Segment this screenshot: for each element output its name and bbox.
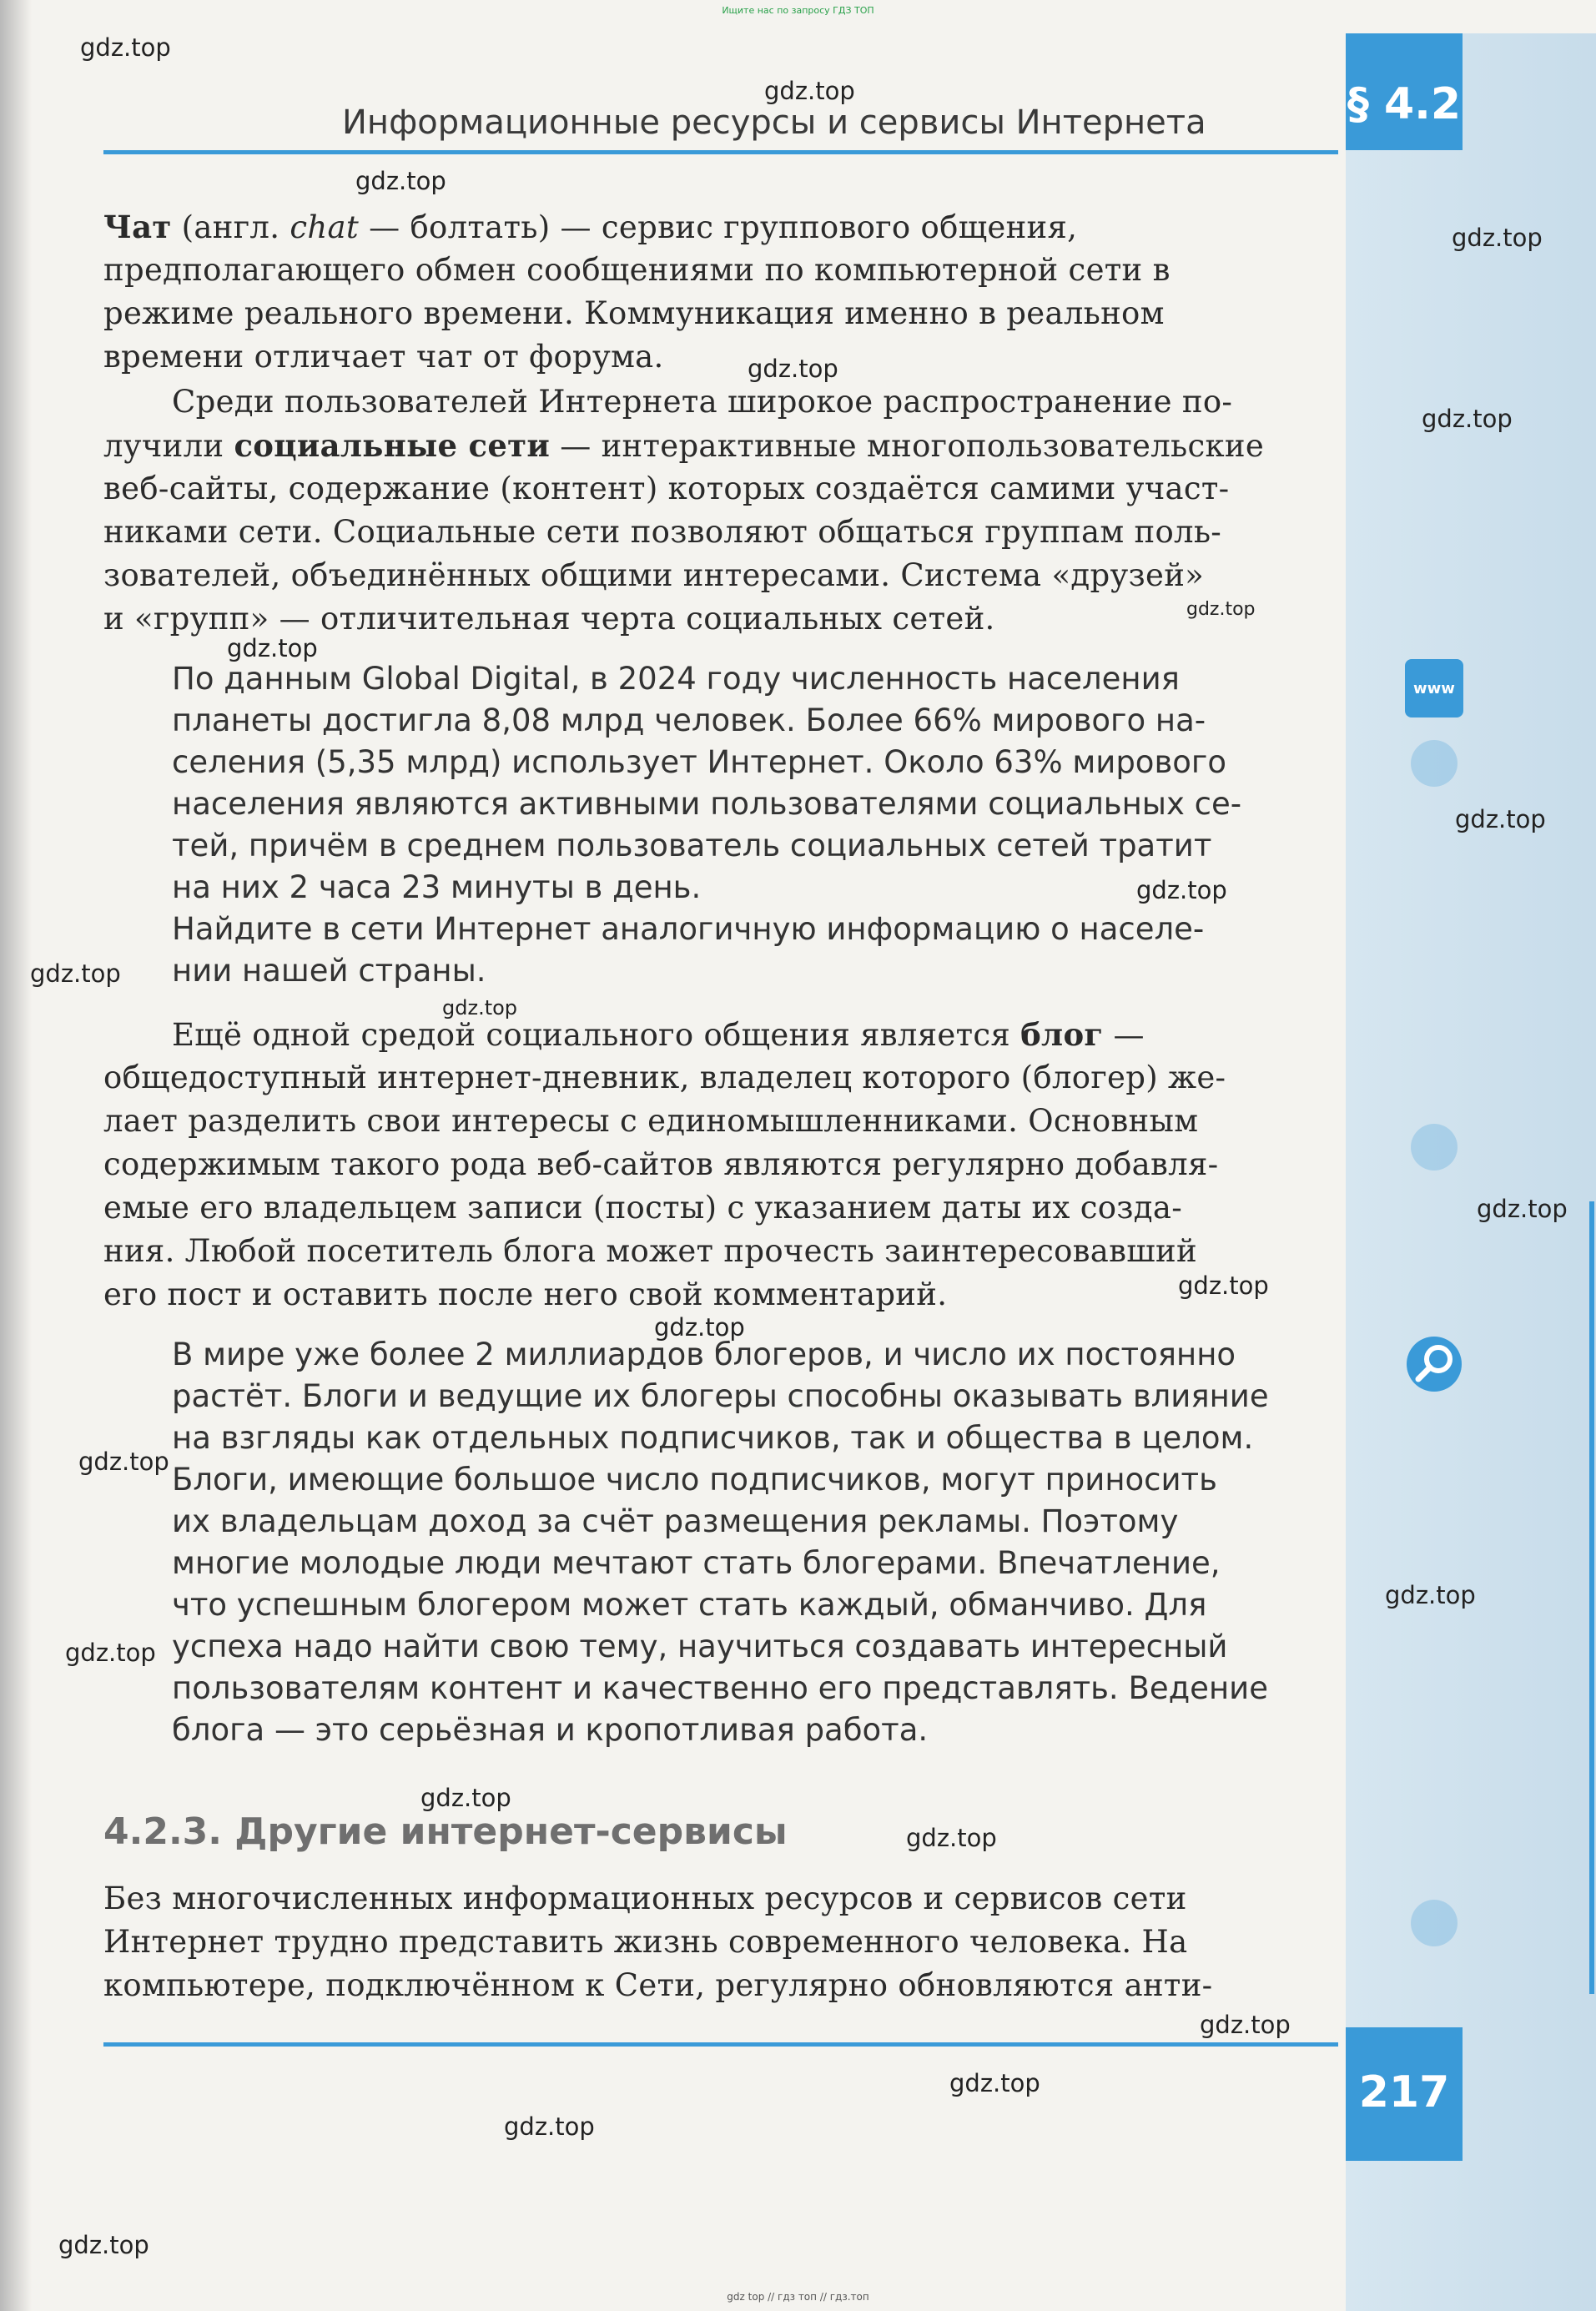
bloggers-line-5: их владельцам доход за счёт размещения рекламы. Поэтому	[172, 1503, 1179, 1539]
chat-line-4: времени отличает чат от форума.	[103, 339, 664, 375]
watermark: gdz.top	[654, 1313, 745, 1342]
chat-line-2: предполагающего обмен сообщениями по компьютерной сети в	[103, 252, 1171, 288]
blog-line-4: содержимым такого рода веб-сайтов являются регулярно добавля-	[103, 1146, 1219, 1182]
bloggers-line-7: что успешным блогером может стать каждый, обманчиво. Для	[172, 1587, 1207, 1623]
stats-line-2: планеты достигла 8,08 млрд человек. Более 66% мирового на-	[172, 702, 1206, 738]
bottom-note: gdz top // гдз топ // гдз.топ	[727, 2291, 869, 2303]
watermark: gdz.top	[65, 1639, 156, 1667]
stats-line-8: нии нашей страны.	[172, 953, 486, 989]
watermark: gdz.top	[1422, 405, 1513, 433]
watermark: gdz.top	[78, 1448, 169, 1476]
blog-line-2: общедоступный интернет-дневник, владелец которого (блогер) же-	[103, 1060, 1226, 1095]
other-line-3: компьютере, подключённом к Сети, регулярно обновляются анти-	[103, 1967, 1213, 2003]
watermark: gdz.top	[949, 2069, 1040, 2097]
magnifier-icon	[1405, 1335, 1463, 1393]
page-binding-shadow	[0, 0, 32, 2311]
bloggers-line-1: В мире уже более 2 миллиардов блогеров, и число их постоянно	[172, 1337, 1236, 1372]
social-line-4: никами сети. Социальные сети позволяют общаться группам поль-	[103, 514, 1222, 550]
globe-icon	[1405, 1118, 1463, 1176]
blog-line-7: его пост и оставить после него свой комментарий.	[103, 1276, 948, 1312]
social-line-5: зователей, объединённых общими интересами. Система «друзей»	[103, 557, 1205, 593]
www-icon: www	[1405, 659, 1463, 717]
footer-rule	[103, 2042, 1338, 2047]
edge-marker	[1589, 1201, 1594, 1994]
blog-line-6: ния. Любой посетитель блога может прочесть заинтересовавший	[103, 1233, 1197, 1269]
watermark: gdz.top	[1385, 1581, 1476, 1609]
stats-line-4: населения являются активными пользователями социальных се-	[172, 786, 1242, 822]
stats-line-3: селения (5,35 млрд) использует Интернет. Около 63% мирового	[172, 744, 1226, 780]
stats-line-7: Найдите в сети Интернет аналогичную информацию о населе-	[172, 911, 1205, 947]
bloggers-line-2: растёт. Блоги и ведущие их блогеры способны оказывать влияние	[172, 1378, 1269, 1414]
watermark: gdz.top	[80, 33, 171, 62]
blog-line-1: Ещё одной средой социального общения является блог —	[172, 1016, 1145, 1053]
watermark: gdz.top	[1477, 1195, 1568, 1223]
blog-line-3: лает разделить свои интересы с единомышленниками. Основным	[103, 1103, 1199, 1139]
watermark: gdz.top	[442, 996, 518, 1020]
social-line-3: веб-сайты, содержание (контент) которых создаётся самими участ-	[103, 471, 1230, 506]
page-number: 217	[1358, 2067, 1450, 2117]
watermark: gdz.top	[355, 167, 446, 195]
sidebar-strip	[1346, 33, 1596, 2311]
watermark: gdz.top	[1452, 224, 1543, 252]
other-line-2: Интернет трудно представить жизнь современного человека. На	[103, 1924, 1188, 1960]
watermark: gdz.top	[764, 77, 855, 105]
running-header: Информационные ресурсы и сервисы Интернета	[342, 103, 1206, 142]
watermark: gdz.top	[1455, 805, 1546, 833]
bloggers-line-4: Блоги, имеющие большое число подписчиков, могут приносить	[172, 1462, 1217, 1498]
social-line-1: Среди пользователей Интернета широкое распространение по-	[172, 384, 1233, 420]
bloggers-line-6: многие молодые люди мечтают стать блогерами. Впечатление,	[172, 1545, 1221, 1581]
watermark: gdz.top	[748, 355, 838, 383]
watermark: gdz.top	[1200, 2011, 1291, 2039]
chat-line-1: Чат (англ. chat — болтать) — сервис группового общения,	[103, 209, 1078, 245]
bloggers-line-10: блога — это серьёзная и кропотливая работа.	[172, 1712, 929, 1748]
header-rule	[103, 150, 1338, 154]
bloggers-line-8: успеха надо найти свою тему, научиться создавать интересный	[172, 1629, 1228, 1664]
other-line-1: Без многочисленных информационных ресурсов и сервисов сети	[103, 1881, 1187, 1916]
paragraph-number: § 4.2	[1347, 79, 1462, 129]
globe-icon	[1405, 734, 1463, 793]
watermark: gdz.top	[1186, 599, 1256, 620]
watermark: gdz.top	[906, 1824, 997, 1852]
social-line-6: и «групп» — отличительная черта социальных сетей.	[103, 601, 995, 637]
section-heading: 4.2.3. Другие интернет-сервисы	[103, 1810, 788, 1853]
blog-line-5: емые его владельцем записи (посты) с указанием даты их созда-	[103, 1190, 1183, 1226]
stats-line-6: на них 2 часа 23 минуты в день.	[172, 869, 702, 905]
watermark: gdz.top	[1178, 1271, 1269, 1300]
watermark: gdz.top	[504, 2112, 595, 2141]
watermark: gdz.top	[58, 2231, 149, 2259]
watermark: gdz.top	[30, 959, 121, 988]
bloggers-line-3: на взгляды как отдельных подписчиков, так и общества в целом.	[172, 1420, 1254, 1456]
watermark: gdz.top	[227, 634, 318, 662]
stats-line-5: тей, причём в среднем пользователь социальных сетей тратит	[172, 828, 1212, 863]
bloggers-line-9: пользователям контент и качественно его представлять. Ведение	[172, 1670, 1268, 1706]
stats-line-1: По данным Global Digital, в 2024 году численность населения	[172, 661, 1180, 697]
watermark: gdz.top	[420, 1784, 511, 1812]
globe-icon	[1405, 1894, 1463, 1952]
chat-line-3: режиме реального времени. Коммуникация именно в реальном	[103, 295, 1165, 331]
social-line-2: лучили социальные сети — интерактивные многопользовательские	[103, 427, 1265, 464]
top-note: Ищите нас по запросу ГДЗ ТОП	[722, 5, 874, 16]
watermark: gdz.top	[1136, 876, 1227, 904]
